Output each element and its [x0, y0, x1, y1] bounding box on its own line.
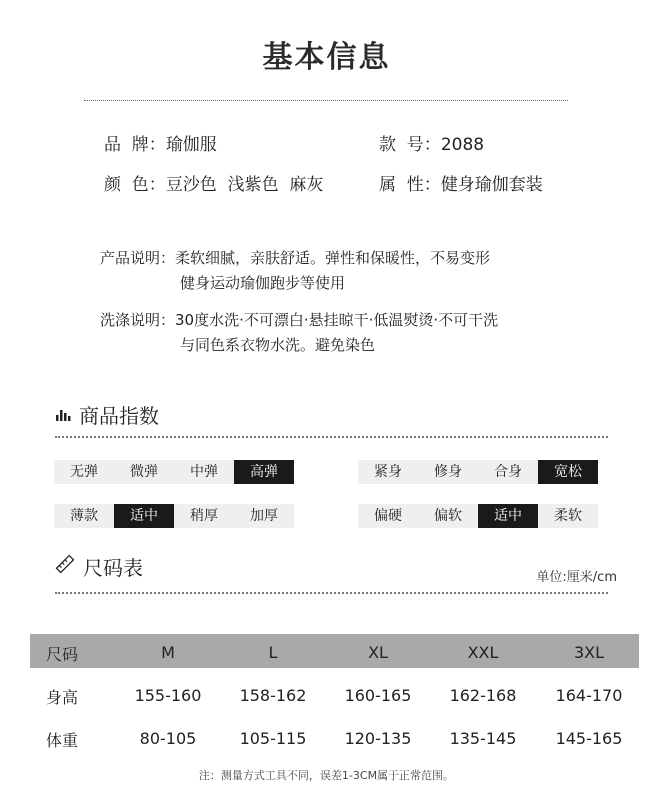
table-cell: 158-162 — [239, 686, 307, 705]
unit-label: 单位:厘米/cm — [536, 570, 617, 585]
wash-desc — [100, 308, 498, 332]
size-heading — [55, 552, 143, 581]
index-heading — [55, 400, 159, 429]
table-cell: 145-165 — [555, 729, 623, 748]
table-cell: 120-135 — [344, 729, 412, 748]
index-group-thickness — [54, 504, 294, 528]
index-item: 加厚 — [250, 508, 278, 524]
wash-desc-line2: 与同色系衣物水洗。避免染色 — [180, 336, 376, 354]
table-header-cell: 尺码 — [46, 645, 79, 664]
attr-label: 属 性： — [379, 175, 441, 195]
index-item: 偏软 — [434, 508, 462, 524]
table-header-cell: XXL — [467, 643, 499, 662]
table-header-cell: M — [161, 643, 175, 662]
wash-desc-line1: 30度水洗·不可漂白·悬挂晾干·低温熨烫·不可干洗 — [175, 311, 499, 329]
size-note: 注：测量方式工具不同，误差1-3CM属于正常范围。 — [198, 769, 455, 782]
brand-value: 瑜伽服 — [165, 135, 217, 155]
index-item: 适中 — [478, 504, 538, 528]
index-item: 修身 — [434, 464, 462, 480]
title-divider — [84, 100, 568, 101]
table-cell: 155-160 — [134, 686, 202, 705]
table-cell: 105-115 — [239, 729, 307, 748]
wash-desc-label: 洗涤说明： — [100, 311, 176, 329]
color-label: 颜 色： — [104, 175, 166, 195]
brand-row — [104, 130, 217, 155]
index-group-fit — [358, 460, 598, 484]
page-title: 基本信息 — [262, 40, 391, 75]
product-desc-label: 产品说明： — [100, 249, 176, 267]
product-desc — [100, 246, 490, 270]
table-header-cell: L — [268, 643, 278, 662]
table-header-cell: 3XL — [573, 643, 605, 662]
index-item: 薄款 — [70, 508, 98, 524]
index-item: 紧身 — [374, 464, 402, 480]
product-desc-line1: 柔软细腻，亲肤舒适。弹性和保暖性，不易变形 — [175, 249, 491, 267]
index-item: 无弹 — [70, 464, 98, 480]
table-cell: 164-170 — [555, 686, 623, 705]
bar-chart-icon — [55, 403, 71, 427]
product-desc-line2: 健身运动瑜伽跑步等使用 — [180, 274, 346, 292]
table-cell: 160-165 — [344, 686, 412, 705]
index-heading-label: 商品指数 — [79, 404, 159, 428]
table-cell: 162-168 — [449, 686, 517, 705]
index-item: 适中 — [114, 504, 174, 528]
size-divider — [55, 592, 608, 594]
index-divider — [55, 436, 608, 438]
model-row — [379, 130, 484, 155]
index-item: 高弹 — [234, 460, 294, 484]
index-item: 稍厚 — [190, 508, 218, 524]
attr-value: 健身瑜伽套装 — [440, 175, 543, 195]
index-group-softness — [358, 504, 598, 528]
color-value: 豆沙色 浅紫色 麻灰 — [165, 175, 324, 195]
index-item: 柔软 — [554, 508, 582, 524]
color-row — [104, 170, 323, 195]
model-value: 2088 — [440, 135, 485, 155]
table-row-label: 体重 — [46, 731, 79, 750]
brand-label: 品 牌： — [104, 135, 166, 155]
table-cell: 80-105 — [139, 729, 197, 748]
index-group-elasticity — [54, 460, 294, 484]
index-item: 宽松 — [538, 460, 598, 484]
model-label: 款 号： — [379, 135, 441, 155]
index-item: 合身 — [494, 464, 522, 480]
size-heading-label: 尺码表 — [83, 556, 143, 580]
table-row-label: 身高 — [46, 688, 79, 707]
index-item: 偏硬 — [374, 508, 402, 524]
attr-row — [379, 170, 543, 195]
table-cell: 135-145 — [449, 729, 517, 748]
index-item: 中弹 — [190, 464, 218, 480]
ruler-icon — [55, 554, 75, 579]
index-item: 微弹 — [130, 464, 158, 480]
table-header-cell: XL — [368, 643, 388, 662]
